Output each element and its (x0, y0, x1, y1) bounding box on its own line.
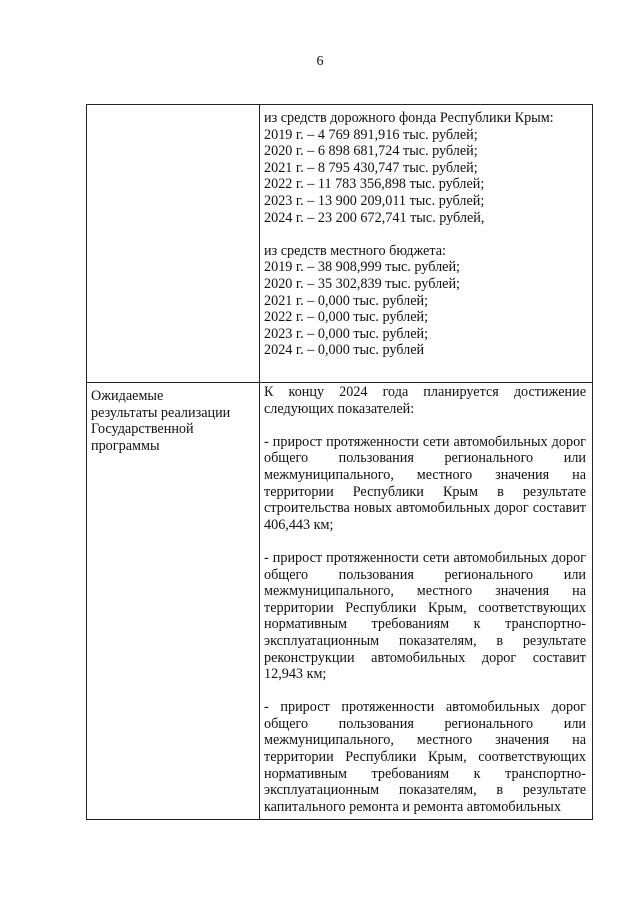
expected-results-label-line: Ожидаемые (91, 388, 164, 404)
local-budget-line: 2021 г. – 0,000 тыс. рублей; (264, 292, 429, 309)
local-budget-line: 2023 г. – 0,000 тыс. рублей; (264, 325, 429, 342)
expected-results-label-line: Государственной (91, 421, 194, 438)
spacer (264, 226, 586, 243)
road-fund-line: 2022 г. – 11 783 356,898 тыс. рублей; (264, 176, 485, 193)
local-budget-line: 2020 г. – 35 302,839 тыс. рублей; (264, 275, 460, 292)
road-fund-line: 2021 г. – 8 795 430,747 тыс. рублей; (264, 159, 478, 176)
expected-results-label-line: программы (91, 437, 160, 454)
results-intro: К концу 2024 года планируется достижение следующих показателей: (264, 384, 586, 417)
local-budget-heading: из средств местного бюджета: (264, 242, 446, 259)
financing-label (87, 105, 259, 112)
expected-results-value-cell (260, 383, 593, 820)
financing-value-cell (260, 105, 593, 383)
result-item: - прирост протяженности сети автомобильных дорог общего пользования регионального или межмуниципального, местного значения на территории Республики Крым, соответствующих нормативным требованиям к транспортно-эксплуатационным показателям, в результате реконструкции автомобильных дорог составит 12,943 км; (264, 549, 586, 683)
spacer (264, 417, 586, 434)
expected-results-row (87, 383, 593, 820)
financing-row (87, 105, 593, 383)
local-budget-line: 2022 г. – 0,000 тыс. рублей; (264, 309, 429, 326)
spacer (264, 533, 586, 550)
road-fund-line: 2020 г. – 6 898 681,724 тыс. рублей; (264, 143, 478, 160)
spacer (264, 683, 586, 700)
result-item: - прирост протяженности автомобильных дорог общего пользования регионального или межмуниципального, местного значения на территории Республики Крым, соответствующих нормативным требованиям к транспортно-эксплуатационным показателям, в результате капитального ремонта и ремонта автомобильных (264, 699, 586, 815)
road-fund-line: 2023 г. – 13 900 209,011 тыс. рублей; (264, 192, 485, 209)
road-fund-heading: из средств дорожного фонда Республики Крым: (264, 110, 554, 126)
local-budget-line: 2024 г. – 0,000 тыс. рублей (264, 342, 425, 359)
program-passport-table (86, 104, 593, 820)
result-item: - прирост протяженности сети автомобильных дорог общего пользования регионального или межмуниципального, местного значения на территории Республики Крым в результате строительства новых автомобильных дорог составит 406,443 км; (264, 433, 586, 533)
local-budget-line: 2019 г. – 38 908,999 тыс. рублей; (264, 259, 460, 276)
expected-results-label-line: результаты реализации (91, 404, 231, 421)
expected-results-label-cell (87, 383, 260, 820)
page-number: 6 (316, 54, 324, 69)
road-fund-line: 2024 г. – 23 200 672,741 тыс. рублей, (264, 209, 485, 226)
road-fund-line: 2019 г. – 4 769 891,916 тыс. рублей; (264, 126, 478, 143)
financing-label-cell (87, 105, 260, 383)
